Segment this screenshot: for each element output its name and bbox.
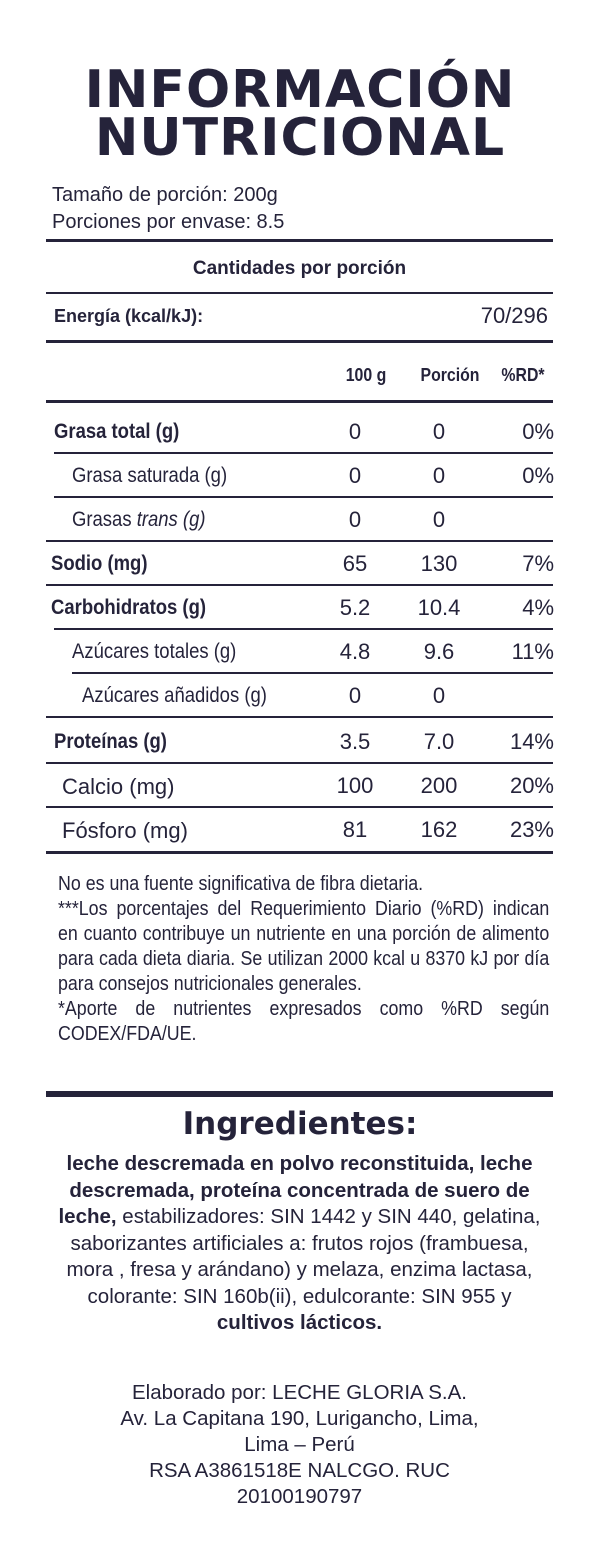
nutrient-row-calcium bbox=[46, 764, 553, 808]
value-rd: 0% bbox=[522, 463, 554, 488]
value-per-100g: 65 bbox=[342, 551, 368, 576]
nutrient-row-total-fat bbox=[46, 410, 553, 454]
value-rd: 7% bbox=[522, 551, 554, 576]
ingredients-text: leche descremada en polvo reconstituida, leche descremada, proteína concentrada de suero de leche, estabilizadores: SIN 1442 y SIN 440, gelatina, saborizantes artificiales a: frutos rojos (frambuesa, mora , fresa y arándano) y melaza, enzima lactasa, colorante: SIN 160b(ii), edulcorante: SIN 955 y cultivos lácticos. bbox=[58, 1152, 541, 1334]
value-per-portion: 130 bbox=[420, 551, 458, 576]
address-line: Av. La Capitana 190, Lurigancho, Lima, bbox=[120, 1407, 479, 1430]
value-per-portion: 0 bbox=[432, 507, 446, 532]
nutrient-row-carbohydrates bbox=[46, 586, 553, 630]
rd-note: ***Los porcentajes del Requerimiento Diario (%RD) indican en cuanto contribuye un nutriente en una porción de alimento para cada dieta diaria. Se utilizan 2000 kcal u 8370 kJ por día para consejos nutricionales generales. bbox=[58, 898, 550, 995]
nutrient-row-trans-fat bbox=[46, 498, 553, 542]
nutrient-name: Sodio (mg) bbox=[51, 552, 148, 575]
divider bbox=[46, 239, 553, 242]
registration-line: RSA A3861518E NALCGO. RUC bbox=[149, 1459, 450, 1482]
nutrient-name: Grasa total (g) bbox=[54, 420, 180, 443]
value-per-100g: 100 bbox=[336, 773, 374, 798]
producer-line: Elaborado por: LECHE GLORIA S.A. bbox=[132, 1381, 467, 1404]
nutrient-row-total-sugars bbox=[46, 630, 553, 674]
divider bbox=[46, 340, 553, 343]
column-header-100g: 100 g bbox=[345, 365, 387, 385]
value-per-portion: 162 bbox=[420, 817, 458, 842]
ingredients-title: Ingredientes: bbox=[182, 1106, 418, 1142]
row-divider bbox=[46, 716, 553, 718]
nutrient-row-phosphorus bbox=[46, 808, 553, 852]
value-per-100g: 0 bbox=[348, 419, 362, 444]
nutrient-name: Azúcares añadidos (g) bbox=[82, 684, 267, 707]
value-per-100g: 0 bbox=[348, 463, 362, 488]
divider bbox=[46, 851, 553, 854]
value-rd: 0% bbox=[522, 419, 554, 444]
value-per-portion: 9.6 bbox=[423, 639, 455, 664]
value-rd: 11% bbox=[511, 639, 554, 664]
energy-label: Energía (kcal/kJ): bbox=[54, 306, 204, 326]
divider bbox=[46, 400, 553, 403]
nutrient-name: Proteínas (g) bbox=[54, 730, 167, 753]
value-per-100g: 0 bbox=[348, 507, 362, 532]
value-rd: 4% bbox=[522, 595, 554, 620]
value-per-portion: 10.4 bbox=[417, 595, 461, 620]
nutrient-name: Carbohidratos (g) bbox=[51, 596, 207, 619]
nutrient-name: Calcio (mg) bbox=[62, 774, 175, 799]
nutrient-name: Azúcares totales (g) bbox=[72, 640, 237, 663]
codex-note: *Aporte de nutrientes expresados como %RD según CODEX/FDA/UE. bbox=[58, 998, 550, 1045]
fiber-note: No es una fuente significativa de fibra dietaria. bbox=[58, 873, 424, 895]
value-per-100g: 0 bbox=[348, 683, 362, 708]
value-rd: 23% bbox=[509, 817, 554, 842]
value-per-100g: 81 bbox=[342, 817, 368, 842]
servings-per-container: Porciones por envase: 8.5 bbox=[52, 211, 285, 233]
value-per-100g: 5.2 bbox=[339, 595, 371, 620]
divider bbox=[46, 292, 553, 294]
serving-size: Tamaño de porción: 200g bbox=[52, 184, 278, 206]
nutrient-row-added-sugars bbox=[46, 674, 553, 718]
thick-divider bbox=[46, 1091, 553, 1097]
value-per-100g: 3.5 bbox=[339, 729, 371, 754]
title-line-2: NUTRICIONAL bbox=[94, 108, 506, 168]
producer-info bbox=[46, 1380, 553, 1510]
energy-value: 70/296 bbox=[480, 303, 548, 328]
value-rd: 20% bbox=[509, 773, 554, 798]
amounts-per-serving-header: Cantidades por porción bbox=[192, 258, 407, 279]
address-line: Lima – Perú bbox=[244, 1433, 355, 1456]
value-rd: 14% bbox=[509, 729, 554, 754]
value-per-portion: 0 bbox=[432, 683, 446, 708]
title-line-1: INFORMACIÓN bbox=[84, 60, 516, 120]
value-per-portion: 0 bbox=[432, 419, 446, 444]
ruc-line: 20100190797 bbox=[236, 1485, 363, 1508]
nutrient-row-protein bbox=[46, 720, 553, 764]
nutrient-row-saturated-fat bbox=[46, 454, 553, 498]
footnotes bbox=[58, 872, 549, 1047]
column-header-portion: Porción bbox=[420, 365, 480, 385]
value-per-portion: 200 bbox=[420, 773, 458, 798]
value-per-portion: 0 bbox=[432, 463, 446, 488]
value-per-100g: 4.8 bbox=[339, 639, 371, 664]
column-header-rd: %RD* bbox=[501, 365, 545, 385]
value-per-portion: 7.0 bbox=[423, 729, 455, 754]
nutrient-name: Fósforo (mg) bbox=[62, 818, 188, 843]
nutrient-row-sodium bbox=[46, 542, 553, 586]
nutrient-name: Grasa saturada (g) bbox=[72, 464, 228, 487]
nutrient-name: Grasas trans (g) bbox=[72, 508, 206, 531]
